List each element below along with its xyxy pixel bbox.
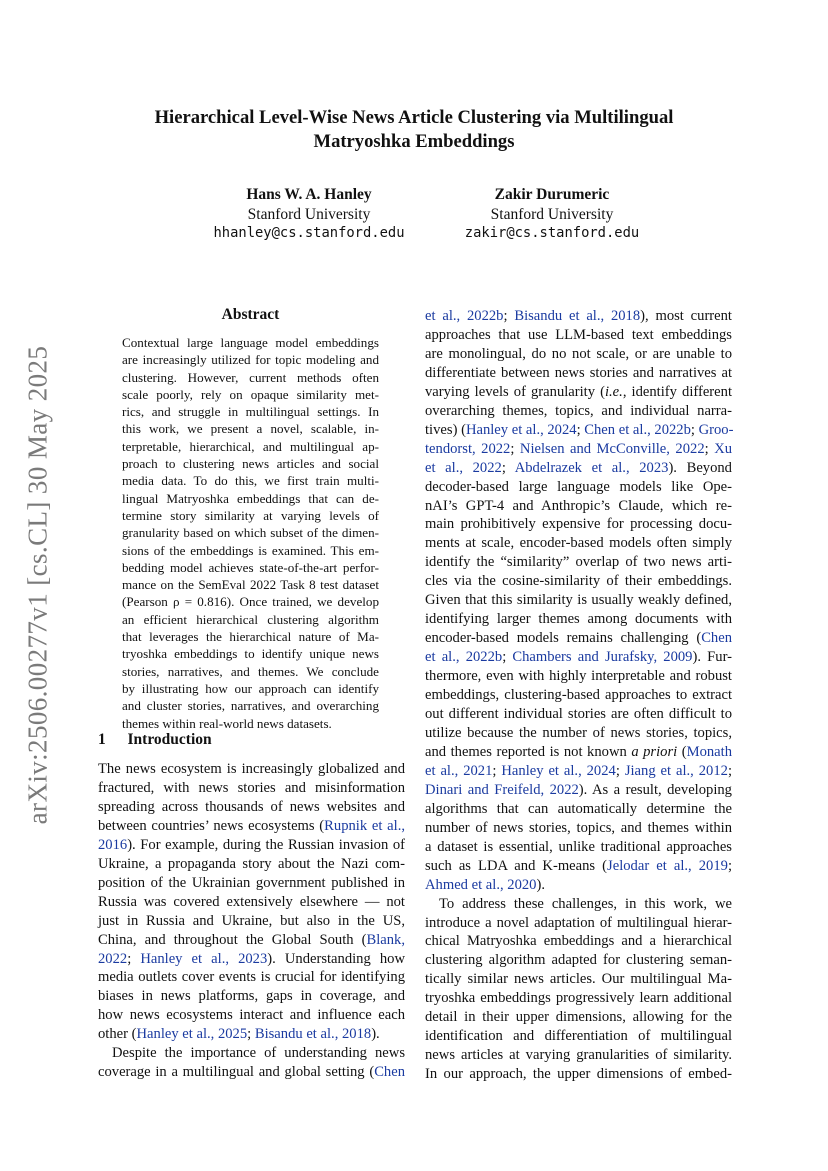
body-text: thermore, even with highly interpretable and robust xyxy=(425,668,732,685)
body-text: embeddings, clustering-based approaches to extract xyxy=(425,687,732,704)
abstract-line: proach to clustering news articles and social xyxy=(122,456,379,472)
body-column-left xyxy=(98,760,405,1082)
text-line xyxy=(425,402,732,421)
text-line xyxy=(98,779,405,798)
body-text: decoder-based large language models like Ope- xyxy=(425,478,732,495)
citation-link[interactable]: 2022 xyxy=(98,950,128,967)
citation-link[interactable]: et al., 2021 xyxy=(425,762,493,779)
abstract-line: are increasingly utilized for topic modeling and xyxy=(122,352,379,368)
text-line xyxy=(425,838,732,857)
body-text: out different individual stories are often difficult to xyxy=(425,706,732,723)
text-line xyxy=(425,667,732,686)
text-line xyxy=(425,781,732,800)
body-text: spreading across thousands of news websites and xyxy=(98,798,405,815)
section-number: 1 xyxy=(98,731,106,748)
body-text: introduce a novel adaptation of multilingual hierar- xyxy=(425,914,732,931)
author-affiliation: Stanford University xyxy=(247,205,371,223)
body-text: tives) ( xyxy=(425,421,466,438)
text-line xyxy=(98,1044,405,1063)
text-line xyxy=(98,950,405,969)
body-text: ). For example, during the Russian invasion of xyxy=(127,836,405,853)
text-line xyxy=(425,307,732,326)
emphasis-text: a priori xyxy=(631,743,678,760)
body-text: ; xyxy=(492,762,502,779)
body-text: utilize because the number of news stories, topics, xyxy=(425,724,732,741)
citation-link[interactable]: Rupnik et al., xyxy=(324,817,405,834)
text-line xyxy=(425,857,732,876)
text-line xyxy=(425,345,732,364)
text-line xyxy=(425,515,732,534)
body-text: and themes reported is not known xyxy=(425,743,632,760)
abstract-line: stories, narratives, and themes. We conclude xyxy=(122,663,379,679)
body-text: detail in their upper dimensions, allowing for the xyxy=(425,1009,732,1026)
body-text: cles via the cosine-similarity of their embeddings. xyxy=(425,573,732,590)
text-line xyxy=(425,951,732,970)
abstract-line: Contextual large language model embeddings xyxy=(122,335,379,350)
abstract-line: (Pearson ρ = 0.816). Once trained, we develop xyxy=(122,594,379,610)
text-line xyxy=(425,1046,732,1065)
text-line xyxy=(98,987,405,1006)
abstract-line: bedding model achieves state-of-the-art perfor- xyxy=(122,559,379,575)
text-line xyxy=(98,874,405,893)
body-text: ). xyxy=(536,876,545,893)
author-email[interactable]: zakir@cs.stanford.edu xyxy=(464,225,640,241)
body-text: overarching themes, topics, and individual narra- xyxy=(425,402,732,419)
body-text: ; xyxy=(727,857,732,874)
text-line xyxy=(425,724,732,743)
citation-link[interactable]: Chen xyxy=(701,630,732,647)
body-text: Given that this similarity is usually weakly defined, xyxy=(425,592,732,609)
section-heading xyxy=(98,731,212,749)
body-text: Russia was covered extensively elsewhere — not xyxy=(98,893,405,910)
text-line xyxy=(425,989,732,1008)
text-line xyxy=(425,459,732,478)
abstract-line: sions of the embeddings is examined. This em- xyxy=(122,542,379,558)
text-line xyxy=(98,817,405,836)
citation-link[interactable]: Jiang et al., 2012 xyxy=(624,762,728,779)
text-line xyxy=(425,705,732,724)
text-line xyxy=(425,686,732,705)
body-text: ; xyxy=(704,440,715,457)
author-affiliation: Stanford University xyxy=(490,205,614,223)
text-line xyxy=(425,421,732,440)
text-line xyxy=(98,1006,405,1025)
body-text: encoder-based models remains challenging ( xyxy=(425,630,702,647)
text-line xyxy=(425,591,732,610)
author-2 xyxy=(402,185,702,244)
text-line xyxy=(425,819,732,838)
body-text: ). xyxy=(371,1026,380,1043)
abstract-line: granularity based on which subset of the dimen- xyxy=(122,525,379,541)
citation-link[interactable]: Dinari and Freifeld, 2022 xyxy=(425,781,579,798)
text-line xyxy=(425,383,732,402)
body-text: just in Russia and Ukraine, but also in the US, xyxy=(98,912,405,929)
citation-link[interactable]: Chen et al., 2022b xyxy=(584,421,691,438)
body-text: position of the Ukrainian government published in xyxy=(98,874,405,891)
citation-link[interactable]: Groo- xyxy=(698,421,734,438)
text-line xyxy=(98,798,405,817)
body-text: chical Matryoshka embeddings and a hierarchical xyxy=(425,933,732,950)
abstract-line: this work, we present a novel, scalable, in- xyxy=(122,421,379,437)
citation-link[interactable]: Hanley et al., 2024 xyxy=(465,421,577,438)
body-text: , identify different xyxy=(622,383,732,400)
text-line xyxy=(98,931,405,950)
body-text: ). As a result, developing xyxy=(578,781,732,798)
body-text: ). Understanding how xyxy=(267,950,405,967)
citation-link[interactable]: Bisandu et al., 2018 xyxy=(254,1026,372,1043)
title-line-1: Hierarchical Level-Wise News Article Clustering via Multilingual xyxy=(154,107,674,128)
abstract-heading: Abstract xyxy=(221,306,280,323)
citation-link[interactable]: Abdelrazek et al., 2023 xyxy=(514,459,669,476)
citation-link[interactable]: Hanley et al., 2025 xyxy=(136,1026,248,1043)
body-column-right xyxy=(425,307,732,1084)
text-line xyxy=(425,970,732,989)
body-text: identification and differentiation of multilingual xyxy=(425,1028,732,1045)
text-line xyxy=(425,553,732,572)
body-text: ; xyxy=(127,950,141,967)
arxiv-sidebar xyxy=(18,340,58,830)
text-line xyxy=(425,800,732,819)
body-text: ; xyxy=(503,308,515,324)
body-text: To address these challenges, in this work, we xyxy=(439,895,732,912)
text-line xyxy=(425,1065,732,1084)
body-text: media outlets cover events is crucial for identifying xyxy=(98,969,405,986)
citation-link[interactable]: et al., 2022b xyxy=(425,308,504,324)
body-text: China, and throughout the Global South ( xyxy=(98,931,367,948)
body-text: ; xyxy=(510,440,520,457)
body-text: between countries’ news ecosystems ( xyxy=(98,817,325,834)
text-line xyxy=(425,440,732,459)
body-text: Ukraine, a propaganda story about the Nazi com- xyxy=(98,855,405,872)
body-text: ; xyxy=(576,421,585,438)
abstract-line: lingual Matryoshka embeddings that can de- xyxy=(122,490,379,506)
author-email[interactable]: hhanley@cs.stanford.edu xyxy=(213,225,405,241)
body-text: Despite the importance of understanding news xyxy=(112,1045,405,1062)
citation-link[interactable]: Chen xyxy=(374,1064,405,1081)
abstract-line: by illustrating how our approach can identify xyxy=(122,680,379,696)
body-text: differentiate between news stories and narratives at xyxy=(425,364,732,381)
text-line xyxy=(98,1025,405,1044)
text-line xyxy=(425,610,732,629)
body-text: coverage in a multilingual and global setting ( xyxy=(98,1064,375,1081)
arxiv-identifier: arXiv:2506.00277v1 [cs.CL] 30 May 2025 xyxy=(22,345,53,825)
body-text: main prohibitively expensive for processing docu- xyxy=(425,516,732,533)
abstract-line: that leverages the hierarchical nature of Ma- xyxy=(122,629,379,645)
abstract-line: clustering. However, current methods often xyxy=(122,369,379,385)
body-text: The news ecosystem is increasingly globalized and xyxy=(98,761,405,777)
abstract-line: mance on the SemEval 2022 Task 8 test dataset xyxy=(122,577,379,593)
author-name: Hans W. A. Hanley xyxy=(246,186,372,203)
emphasis-text: i.e. xyxy=(604,383,623,400)
citation-link[interactable]: Chambers and Jurafsky, 2009 xyxy=(512,649,693,666)
text-line xyxy=(425,478,732,497)
body-text: algorithms that can automatically determine the xyxy=(425,800,732,817)
text-line xyxy=(98,912,405,931)
citation-link[interactable]: et al., 2022 xyxy=(425,459,502,476)
body-text: ments at scale, encoder-based models often simply xyxy=(425,535,732,552)
body-text: tically similar news articles. Our multilingual Ma- xyxy=(425,971,732,988)
abstract-line: media data. To do this, we first train multi- xyxy=(122,473,379,489)
body-text: ; xyxy=(501,459,515,476)
citation-link[interactable]: Bisandu et al., 2018 xyxy=(514,308,641,324)
citation-link[interactable]: et al., 2022b xyxy=(425,649,503,666)
body-text: news articles at varying granularities of similarity. xyxy=(425,1047,732,1064)
text-line xyxy=(425,648,732,667)
body-text: tryoshka embeddings progressively learn additional xyxy=(425,990,732,1007)
citation-link[interactable]: tendorst, 2022 xyxy=(425,440,511,457)
abstract-line: tryoshka embeddings to identify unique news xyxy=(122,646,379,662)
citation-link[interactable]: 2016 xyxy=(98,836,128,853)
citation-link[interactable]: Nielsen and McConville, 2022 xyxy=(519,440,705,457)
body-text: ; xyxy=(690,421,699,438)
citation-link[interactable]: Hanley et al., 2024 xyxy=(501,762,616,779)
body-text: identify the “similarity” overlap of two news arti- xyxy=(425,554,732,571)
body-text: ; xyxy=(615,762,625,779)
body-text: In our approach, the upper dimensions of embed- xyxy=(425,1066,732,1083)
text-line xyxy=(98,968,405,987)
body-text: ). Beyond xyxy=(668,459,732,476)
citation-link[interactable]: Monath xyxy=(686,743,732,760)
body-text: such as LDA and K-means ( xyxy=(425,857,608,874)
body-text: a dataset is essential, unlike traditional approaches xyxy=(425,838,732,855)
abstract-line: themes within real-world news datasets. xyxy=(122,715,332,731)
body-text: ; xyxy=(247,1026,255,1043)
author-name: Zakir Durumeric xyxy=(494,186,610,203)
abstract-line: terpretable, hierarchical, and multilingual ap- xyxy=(122,438,379,454)
body-text: nAI’s GPT-4 and Anthropic’s Claude, which re- xyxy=(425,497,732,514)
body-text: identifying larger themes among documents with xyxy=(425,611,732,628)
text-line xyxy=(98,893,405,912)
text-line xyxy=(425,743,732,762)
body-text: number of news stories, topics, and themes within xyxy=(425,819,732,836)
abstract-line: an efficient hierarchical clustering algorithm xyxy=(122,611,379,627)
body-text: ; xyxy=(727,762,732,779)
text-line xyxy=(425,629,732,648)
title-line-2: Matryoshka Embeddings xyxy=(313,131,515,152)
body-text: are monolingual, do no not scale, or are unable to xyxy=(425,345,732,362)
text-line xyxy=(425,326,732,345)
text-line xyxy=(98,836,405,855)
body-text: biases in news platforms, gaps in coverage, and xyxy=(98,988,405,1005)
text-line xyxy=(98,1063,405,1082)
text-line xyxy=(98,855,405,874)
body-text: ; xyxy=(502,649,513,666)
abstract-body xyxy=(122,334,379,732)
abstract-line: scale poorly, rely on opaque similarity met- xyxy=(122,386,379,402)
citation-link[interactable]: Xu xyxy=(714,440,733,457)
text-line xyxy=(425,572,732,591)
paper-title xyxy=(90,106,738,154)
body-text: ( xyxy=(677,743,687,760)
abstract-line: and cluster stories, narratives, and overarching xyxy=(122,698,379,714)
body-text: ). Fur- xyxy=(692,649,732,666)
text-line xyxy=(425,1027,732,1046)
body-text: varying levels of granularity ( xyxy=(425,383,605,400)
body-text: clustering algorithm adapted for clustering seman- xyxy=(425,952,732,969)
text-line xyxy=(425,364,732,383)
text-line xyxy=(425,876,732,895)
citation-link[interactable]: Blank, xyxy=(366,931,405,948)
text-line xyxy=(425,534,732,553)
body-text: approaches that use LLM-based text embeddings xyxy=(425,326,732,343)
text-line xyxy=(425,932,732,951)
abstract-line: rics, and struggle in multilingual settings. In xyxy=(122,404,379,420)
body-text: how news ecosystems interact and influence each xyxy=(98,1007,405,1024)
citation-link[interactable]: Hanley et al., 2023 xyxy=(140,950,268,967)
citation-link[interactable]: Ahmed et al., 2020 xyxy=(425,876,537,893)
body-text: fractured, with news stories and misinformation xyxy=(98,779,405,796)
text-line xyxy=(425,1008,732,1027)
text-line xyxy=(425,497,732,516)
abstract-line: termine story similarity at varying levels of xyxy=(122,507,379,523)
text-line xyxy=(425,914,732,933)
body-text: other ( xyxy=(98,1026,137,1043)
text-line xyxy=(98,760,405,779)
text-line xyxy=(425,895,732,914)
body-text: ), most current xyxy=(640,308,732,324)
citation-link[interactable]: Jelodar et al., 2019 xyxy=(607,857,728,874)
section-title: Introduction xyxy=(127,731,212,748)
text-line xyxy=(425,762,732,781)
